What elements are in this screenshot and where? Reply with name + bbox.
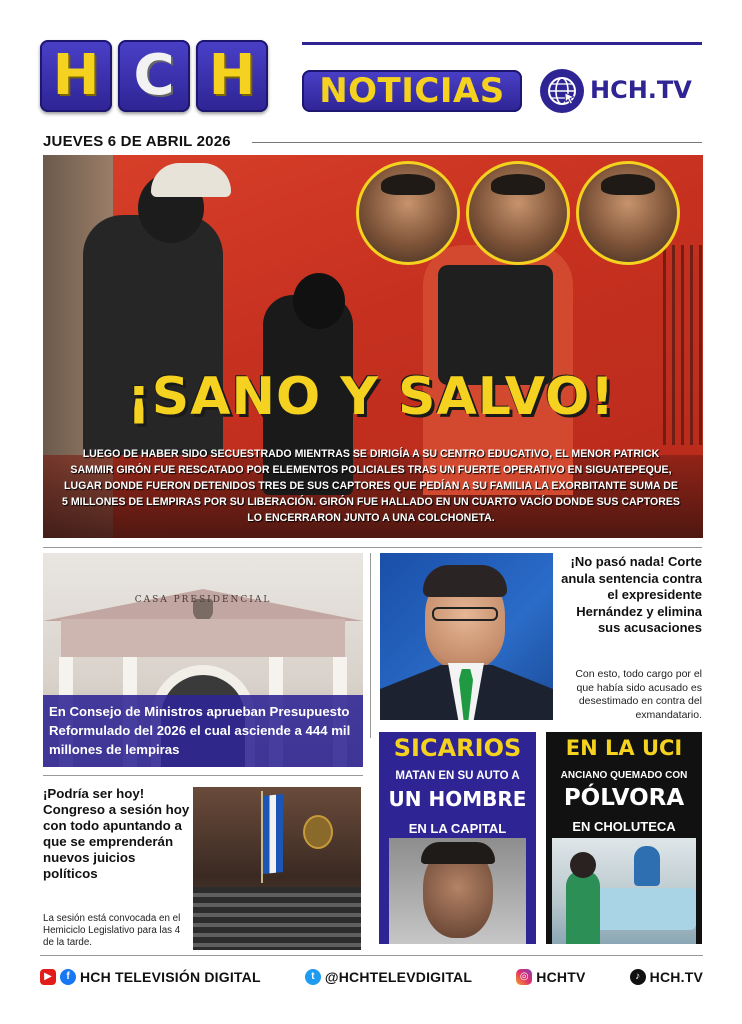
- twitter-icon: t: [305, 969, 321, 985]
- suspect-portrait-2: [466, 161, 570, 265]
- hero-headline: ¡SANO Y SALVO!: [127, 367, 615, 427]
- nurse-figure: [566, 870, 600, 944]
- section-badge: [302, 70, 522, 112]
- date-rule: [252, 142, 702, 143]
- hernandez-hair: [423, 565, 507, 597]
- logo-letter-c: C: [118, 40, 190, 112]
- congreso-headline: ¡Podría ser hoy! Congreso a sesión hoy con todo apuntando a que se emprenderán nuevos juicios políticos: [43, 786, 190, 881]
- footer-rule: [40, 955, 703, 956]
- honduras-flag: [263, 794, 283, 874]
- section-divider-2: [43, 775, 363, 776]
- hernandez-subtext: Con esto, todo cargo por el que había sido acusado es desestimado en contra del exmandatario.: [575, 668, 702, 721]
- youtube-icon: ▶: [40, 969, 56, 985]
- globe-cursor-icon: [540, 69, 584, 113]
- rescued-hood: [293, 273, 345, 329]
- congreso-photo: [193, 787, 361, 950]
- hospital-staff: [634, 846, 660, 886]
- hospital-bed: [592, 888, 696, 930]
- uci-title: EN LA UCI: [565, 736, 683, 760]
- officer-left-cap: [151, 163, 231, 197]
- header-rule: [302, 42, 702, 45]
- congress-desks: [193, 887, 361, 950]
- footer-item-twitter[interactable]: [305, 969, 472, 985]
- hch-logo: [40, 40, 268, 112]
- footer-label: HCH.TV: [649, 969, 703, 985]
- footer-item-instagram[interactable]: [516, 969, 585, 985]
- casa-caption: En Consejo de Ministros aprueban Presupuesto Reformulado del 2026 el cual asciende a 444 mil millones de lempiras: [49, 704, 351, 757]
- footer-item-tiktok[interactable]: [630, 969, 703, 985]
- suspect-portrait-1: [356, 161, 460, 265]
- instagram-icon: ◎: [516, 969, 532, 985]
- site-url[interactable]: HCH.TV: [590, 76, 692, 104]
- hospital-photo: [552, 838, 696, 944]
- facebook-icon: f: [60, 969, 76, 985]
- suspect-portrait-3: [576, 161, 680, 265]
- casa-frieze: [61, 619, 345, 657]
- congress-seal: [303, 815, 333, 849]
- logo-letter-h1: H: [40, 40, 112, 112]
- sicarios-line2: MATAN EN SU AUTO A: [395, 770, 520, 782]
- sicarios-box: [379, 732, 536, 944]
- nurse-head: [570, 852, 596, 878]
- footer-label: @HCHTELEVDIGITAL: [324, 969, 473, 985]
- social-footer: [40, 964, 703, 990]
- sicarios-title: SICARIOS: [393, 734, 522, 762]
- column-divider: [370, 553, 371, 738]
- uci-line3: PÓLVORA: [563, 785, 685, 811]
- hernandez-headline: ¡No pasó nada! Corte anula sentencia contra el expresidente Hernández y elimina sus acusaciones: [561, 554, 702, 635]
- section-divider: [43, 547, 702, 548]
- issue-date: JUEVES 6 DE ABRIL 2026: [43, 133, 231, 150]
- sicarios-line4: EN LA CAPITAL: [408, 821, 507, 836]
- tiktok-icon: ♪: [630, 969, 646, 985]
- victim-hair: [421, 842, 495, 864]
- uci-line4: EN CHOLUTECA: [572, 819, 676, 834]
- casa-caption-box: [43, 695, 363, 767]
- footer-label: HCH TELEVISIÓN DIGITAL: [80, 969, 261, 985]
- section-label: NOTICIAS: [319, 71, 505, 111]
- sicarios-line3: UN HOMBRE: [388, 787, 527, 811]
- footer-label: HCHTV: [536, 969, 586, 985]
- casa-sign: CASA PRESIDENCIAL: [134, 595, 272, 605]
- hero-body: LUEGO DE HABER SIDO SECUESTRADO MIENTRAS SE DIRIGÍA A SU CENTRO EDUCATIVO, EL MENOR PATRICK SAMMIR GIRÓN FUE RESCATADO POR ELEMENTOS POLICIALES TRAS UN FUERTE OPERATIVO EN SIGUATEPEQUE, LUGAR DONDE FUERON DETENIDOS TRES DE SUS CAPTORES QUE PEDÍAN A SU FAMILIA LA EXORBITANTE SUMA DE 5 MILLONES DE LEMPIRAS POR SU LIBERACIÓN. GIRÓN FUE HALLADO EN UN CUARTO VACÍO DONDE SUS CAPTORES LO ENCERRARON JUNTO A UNA COLCHONETA.: [61, 448, 680, 524]
- congreso-subtext: La sesión está convocada en el Hemiciclo Legislativo para las 4 de la tarde.: [43, 913, 181, 948]
- uci-box: [546, 732, 702, 944]
- victim-photo: [389, 838, 526, 944]
- uci-line2: ANCIANO QUEMADO CON: [560, 770, 688, 781]
- hernandez-glasses: [432, 607, 498, 621]
- footer-item-youtube-facebook[interactable]: [40, 969, 261, 985]
- hernandez-photo: [380, 553, 553, 720]
- logo-letter-h2: H: [196, 40, 268, 112]
